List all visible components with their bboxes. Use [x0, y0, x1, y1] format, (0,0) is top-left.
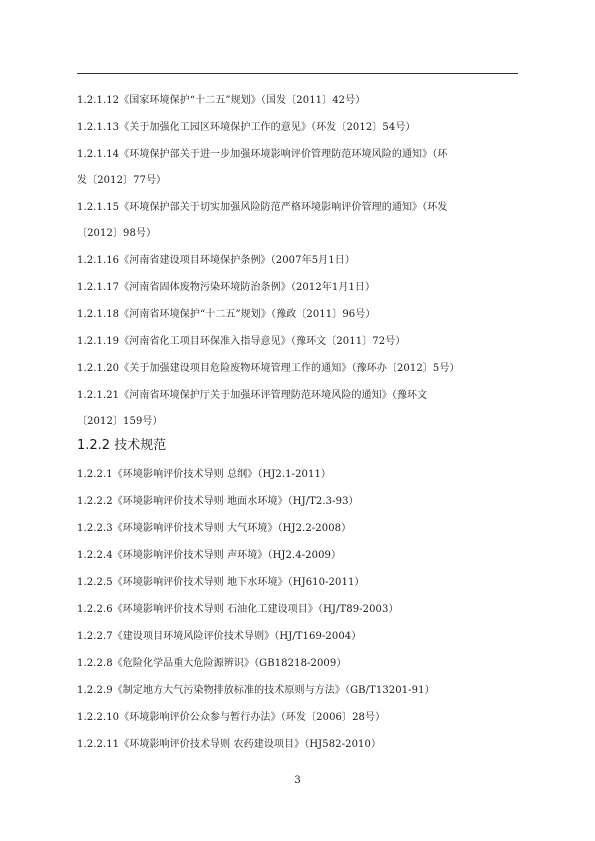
list-item	[77, 201, 518, 240]
header-rule	[77, 73, 518, 74]
list-item	[77, 389, 518, 428]
list-item-line: 1.2.1.21《河南省环境保护厅关于加强环评管理防范环境风险的通知》（豫环文	[77, 390, 428, 401]
list-item: 1.2.2.5《环境影响评价技术导则 地下水环境》（HJ610-2011）	[77, 577, 365, 588]
list-item-line: 1.2.1.15《环境保护部关于切实加强风险防范严格环境影响评价管理的通知》（环发	[77, 202, 448, 213]
list-item: 1.2.1.12《国家环境保护“十二五”规划》（国发〔2011〕42号）	[77, 95, 366, 106]
list-item: 1.2.2.4《环境影响评价技术导则 声环境》（HJ2.4-2009）	[77, 550, 342, 561]
list-item: 1.2.1.17《河南省固体废物污染环境防治条例》（2012年1月1日）	[77, 282, 376, 293]
list-item: 1.2.1.19《河南省化工项目环保准入指导意见》（豫环文〔2011〕72号）	[77, 336, 406, 347]
list-item: 1.2.1.20《关于加强建设项目危险废物环境管理工作的通知》（豫环办〔2012〕5号）	[77, 363, 460, 374]
list-item: 1.2.1.13《关于加强化工园区环境保护工作的意见》（环发〔2012〕54号）	[77, 122, 416, 133]
list-item: 1.2.2.6《环境影响评价技术导则 石油化工建设项目》（HJ/T89-2003）	[77, 604, 399, 615]
list-item: 1.2.2.10《环境影响评价公众参与暂行办法》（环发〔2006〕28号）	[77, 712, 386, 723]
list-item-line: 〔2012〕98号）	[77, 228, 157, 239]
list-item: 1.2.2.3《环境影响评价技术导则 大气环境》（HJ2.2-2008）	[77, 523, 352, 534]
list-item-line: 〔2012〕159号）	[77, 416, 163, 427]
list-item: 1.2.2.9《制定地方大气污染物排放标准的技术原则与方法》（GB/T13201-91）	[77, 685, 435, 696]
list-item: 1.2.2.2《环境影响评价技术导则 地面水环境》（HJ/T2.3-93）	[77, 496, 359, 507]
list-item: 1.2.2.8《危险化学品重大危险源辨识》（GB18218-2009）	[77, 658, 347, 669]
list-item	[77, 148, 518, 187]
section-heading: 1.2.2 技术规范	[77, 438, 167, 453]
laws-list	[77, 94, 518, 428]
page-number: 3	[294, 775, 301, 786]
list-item: 1.2.1.16《河南省建设项目环境保护条例》（2007年5月1日）	[77, 255, 355, 266]
list-item: 1.2.2.7《建设项目环境风险评价技术导则》（HJ/T169-2004）	[77, 631, 362, 642]
list-item: 1.2.2.11《环境影响评价技术导则 农药建设项目》（HJ582-2010）	[77, 739, 382, 750]
page-body	[77, 94, 518, 765]
list-item: 1.2.2.1《环境影响评价技术导则 总纲》（HJ2.1-2011）	[77, 469, 332, 480]
list-item: 1.2.1.18《河南省环境保护“十二五”规划》（豫政〔2011〕96号）	[77, 309, 376, 320]
list-item-line: 1.2.1.14《环境保护部关于进一步加强环境影响评价管理防范环境风险的通知》（环	[77, 149, 448, 160]
tech-list	[77, 468, 518, 751]
list-item-line: 发〔2012〕77号）	[77, 175, 167, 186]
